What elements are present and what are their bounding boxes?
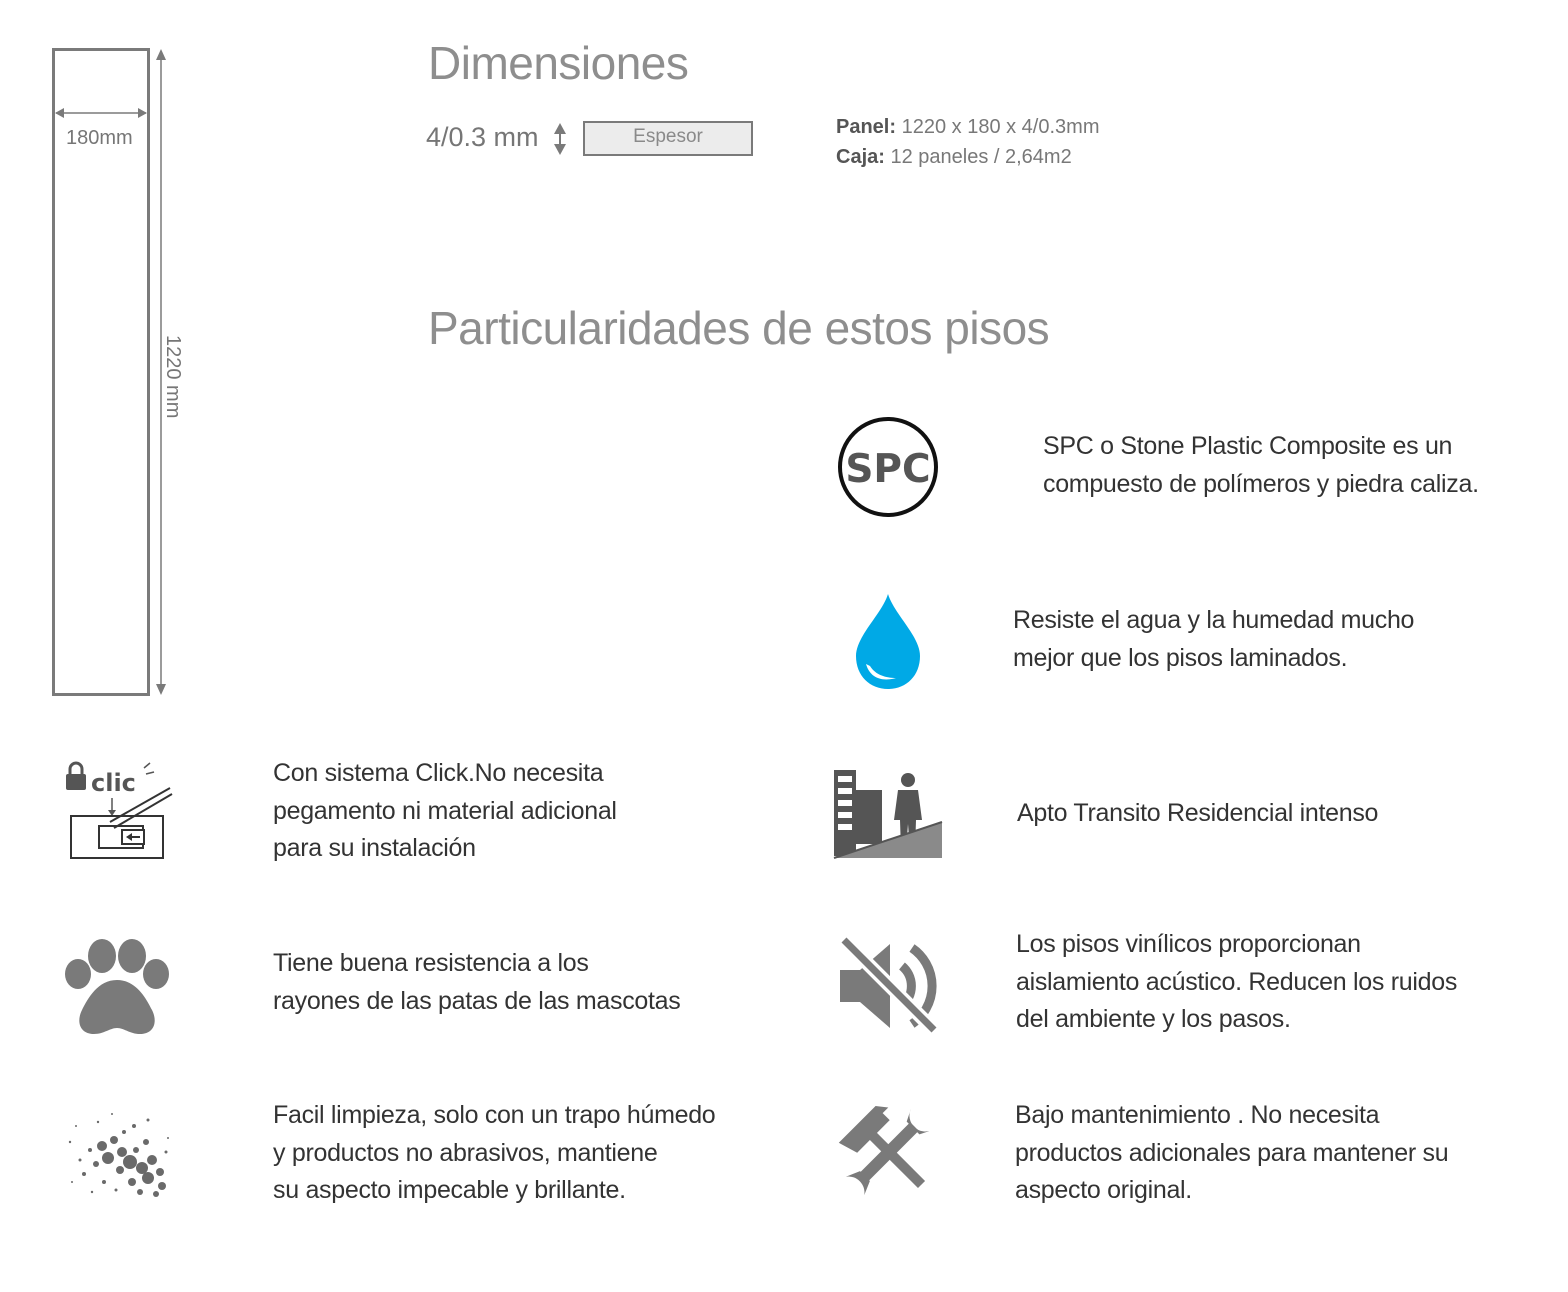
spc-badge-icon: [835, 416, 941, 520]
spc-badge-text: SPC: [845, 447, 931, 492]
thickness-box: Espesor: [583, 121, 753, 156]
box-spec: [836, 142, 1072, 172]
sound-off-icon: [838, 936, 940, 1036]
thickness-value: 4/0.3 mm: [426, 122, 539, 152]
panel-spec-value: 1220 x 180 x 4/0.3mm: [896, 116, 1100, 138]
panel-spec-label: Panel:: [836, 116, 897, 138]
plank-width-label: 180mm: [66, 127, 133, 149]
feature-text-maintenance: Bajo mantenimiento . No necesita productos adicionales para mantener su aspecto original.: [1015, 1101, 1449, 1204]
feature-text-spc: SPC o Stone Plastic Composite es un compuesto de polímeros y piedra caliza.: [1043, 432, 1479, 498]
click-lock-text: clic: [91, 769, 136, 797]
feature-text-acoustic: Los pisos vinílicos proporcionan aislamiento acústico. Reducen los ruidos del ambiente y los pasos.: [1016, 930, 1458, 1033]
feature-text-click: Con sistema Click.No necesita pegamento ni material adicional para su instalación: [273, 759, 617, 862]
dirt-cleaning-icon: [62, 1102, 174, 1202]
length-arrow-bottom-head: [156, 684, 166, 695]
water-drop-icon: [852, 592, 924, 692]
tools-icon: [838, 1102, 940, 1202]
width-arrow-right-head: [138, 108, 147, 118]
thickness-arrows-icon: [552, 122, 568, 156]
residential-traffic-icon: [832, 768, 944, 860]
panel-spec: [836, 112, 1099, 142]
width-arrow-left-head: [55, 108, 64, 118]
features-title: Particularidades de estos pisos: [428, 302, 1050, 354]
click-lock-icon: [64, 760, 179, 864]
dimensions-title: Dimensiones: [428, 37, 689, 89]
box-spec-label: Caja:: [836, 146, 885, 168]
paw-icon: [58, 938, 176, 1038]
length-arrow-top-head: [156, 49, 166, 60]
box-spec-value: 12 paneles / 2,64m2: [884, 146, 1072, 168]
plank-length-label: 1220 mm: [162, 335, 184, 419]
feature-text-water: Resiste el agua y la humedad mucho mejor que los pisos laminados.: [1013, 606, 1415, 672]
feature-text-traffic: Apto Transito Residencial intenso: [1017, 799, 1379, 827]
feature-text-pets: Tiene buena resistencia a los rayones de las patas de las mascotas: [273, 949, 681, 1015]
feature-text-cleaning: Facil limpieza, solo con un trapo húmedo y productos no abrasivos, mantiene su aspecto impecable y brillante.: [273, 1101, 716, 1204]
